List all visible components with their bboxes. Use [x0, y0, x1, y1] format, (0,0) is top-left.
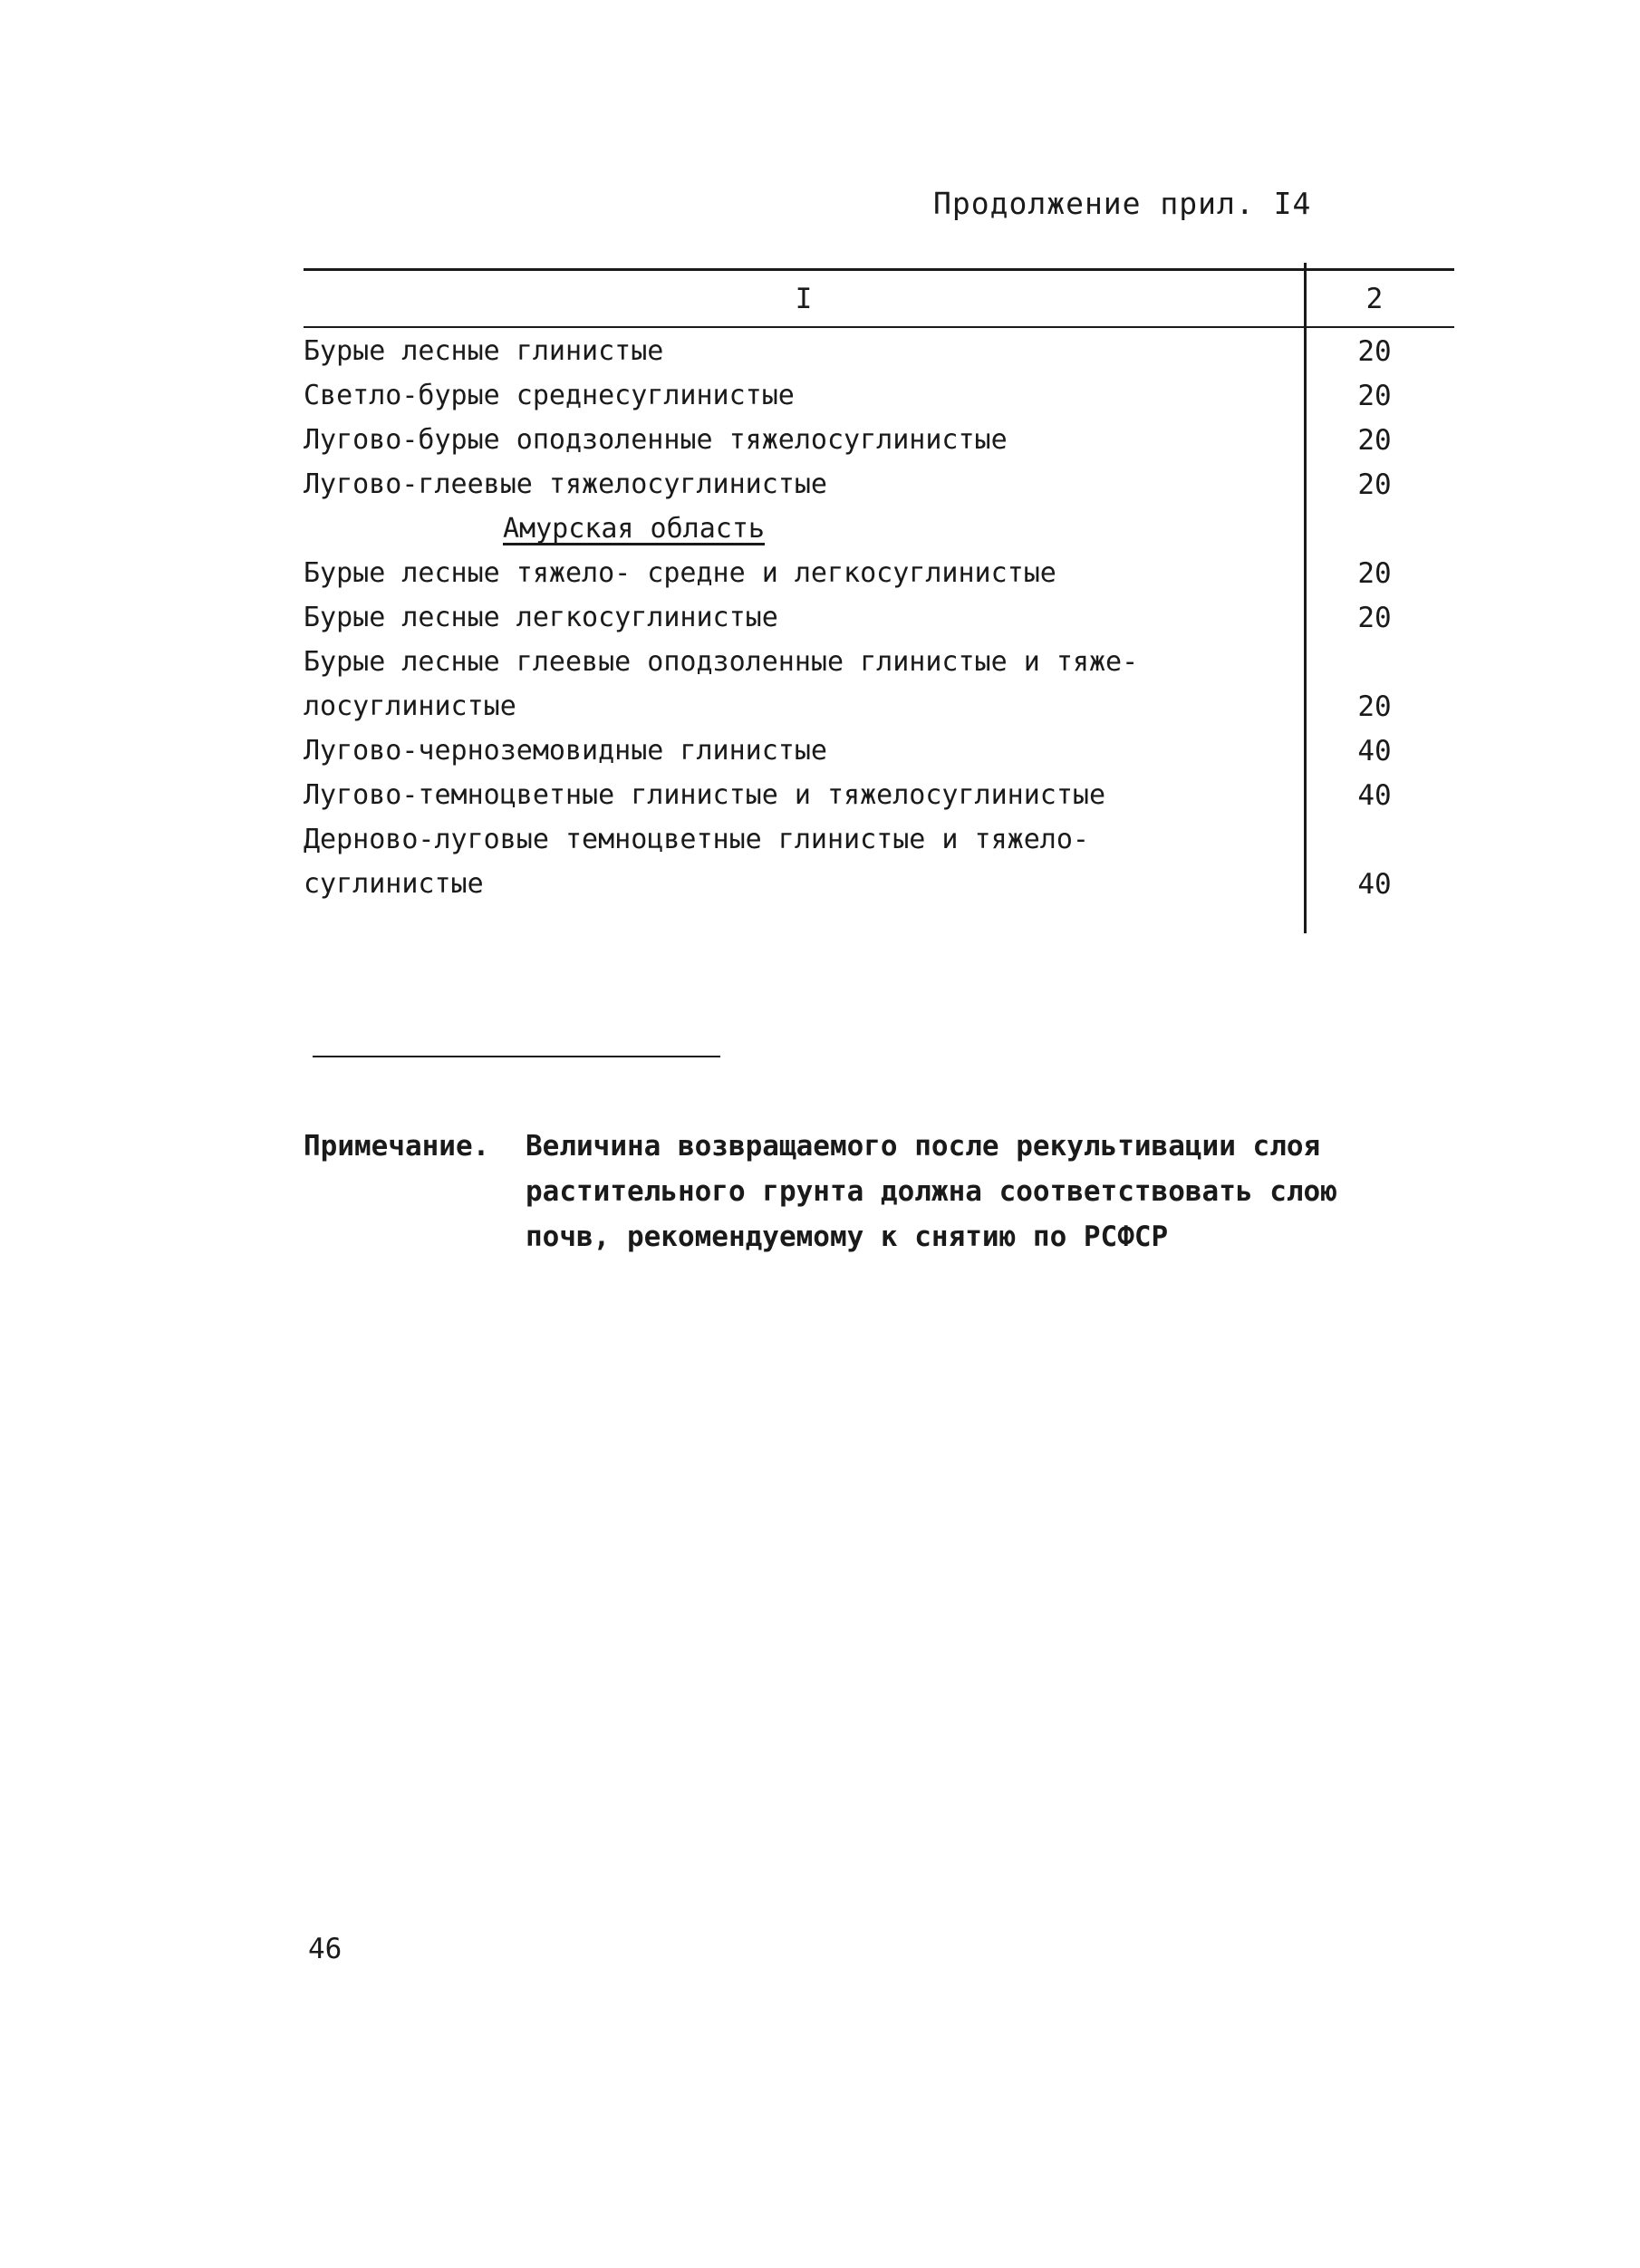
note-line: растительного грунта должна соответствовать слою	[526, 1175, 1337, 1208]
table-header-rule	[304, 326, 1454, 328]
column-header-2: 2	[1365, 283, 1384, 315]
table-row	[304, 735, 1454, 779]
soil-value: 20	[1357, 602, 1392, 634]
soil-value: 40	[1357, 779, 1392, 812]
soil-name: Лугово-бурые оподзоленные тяжелосуглинистые	[304, 424, 1008, 456]
table-row-continuation	[304, 868, 1454, 912]
note-label: Примечание.	[304, 1130, 490, 1163]
soil-name: Бурые лесные легкосуглинистые	[304, 602, 778, 633]
soil-name: Бурые лесные глинистые	[304, 335, 664, 367]
soil-name: Лугово-черноземовидные глинистые	[304, 735, 827, 767]
column-header-1: I	[795, 283, 813, 315]
table-row	[304, 424, 1454, 468]
page-number: 46	[308, 1933, 342, 1965]
soil-value: 20	[1357, 424, 1392, 457]
footnote-rule	[313, 1056, 720, 1057]
soil-value: 40	[1357, 735, 1392, 767]
table-top-rule	[304, 268, 1454, 271]
table-row	[304, 335, 1454, 380]
region-heading: Амурская область	[503, 513, 765, 545]
table-row	[304, 779, 1454, 824]
soil-name-continuation: суглинистые	[304, 868, 484, 900]
table-row	[304, 824, 1454, 868]
soil-name: Светло-бурые среднесуглинистые	[304, 380, 795, 411]
soil-value: 20	[1357, 557, 1392, 590]
table-row	[304, 468, 1454, 513]
table-row	[304, 602, 1454, 646]
soil-name: Лугово-темноцветные глинистые и тяжелосуглинистые	[304, 779, 1106, 811]
soil-value: 40	[1357, 868, 1392, 901]
note-line: Величина возвращаемого после рекультивации слоя	[526, 1130, 1321, 1163]
soil-name-continuation: лосуглинистые	[304, 690, 516, 722]
soil-table	[304, 263, 1454, 933]
table-row	[304, 646, 1454, 690]
soil-name: Лугово-глеевые тяжелосуглинистые	[304, 468, 827, 500]
continuation-heading: Продолжение прил. I4	[933, 186, 1312, 221]
soil-value: 20	[1357, 335, 1392, 368]
soil-value: 20	[1357, 380, 1392, 412]
soil-value: 20	[1357, 468, 1392, 501]
soil-name: Бурые лесные глеевые оподзоленные глинистые и тяже-	[304, 646, 1139, 678]
note-line: почв, рекомендуемому к снятию по РСФСР	[526, 1221, 1169, 1253]
table-row-continuation	[304, 690, 1454, 735]
soil-name: Дерново-луговые темноцветные глинистые и тяжело-	[304, 824, 1089, 855]
soil-value: 20	[1357, 690, 1392, 723]
table-row	[304, 380, 1454, 424]
soil-name: Бурые лесные тяжело- средне и легкосуглинистые	[304, 557, 1056, 589]
table-row	[304, 557, 1454, 602]
